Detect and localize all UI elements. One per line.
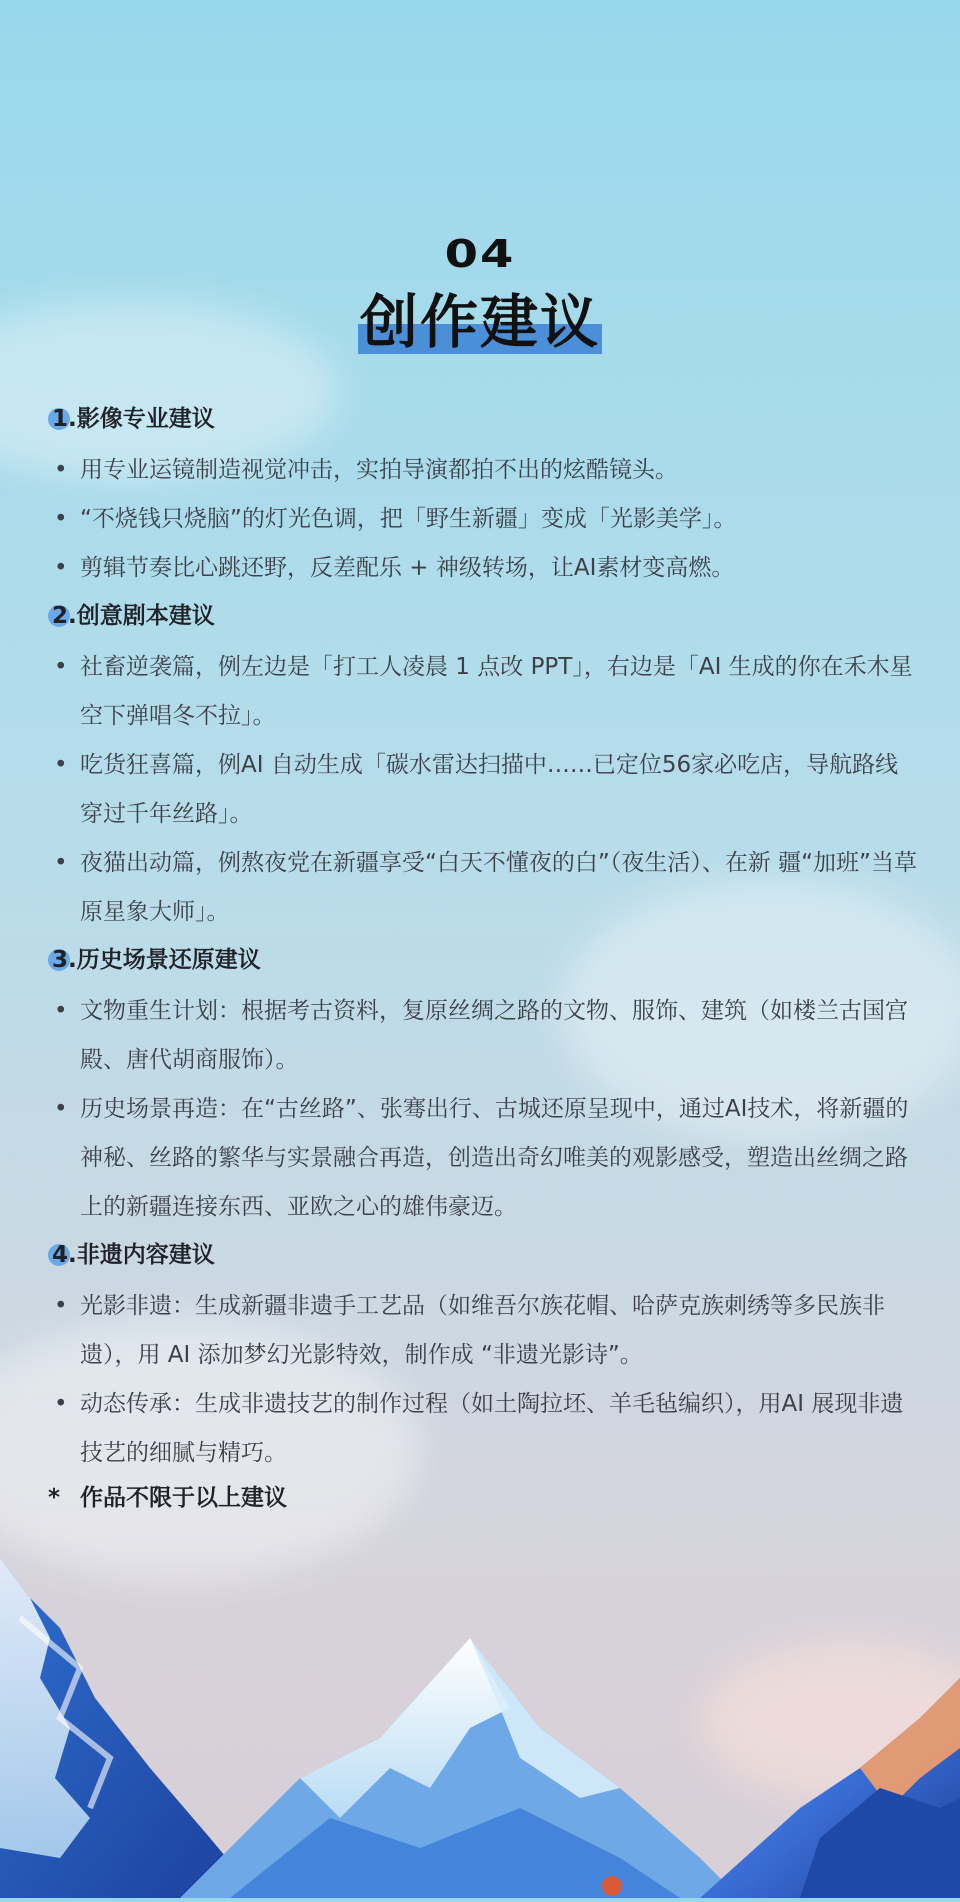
section-heading: 1.影像专业建议 bbox=[52, 404, 918, 434]
asterisk: * bbox=[48, 1485, 61, 1511]
list-item: • 历史场景再造：在“古丝路”、张骞出行、古城还原呈现中，通过AI技术，将新疆的神秘、丝路的繁华与实景融合再造，创造出奇幻唯美的观影感受，塑造出丝绸之路上的新疆连接东西、亚欧之心的雄伟豪迈。 bbox=[48, 1085, 918, 1232]
bullet-icon: • bbox=[54, 457, 68, 483]
page-header bbox=[0, 226, 960, 358]
list-item: • “不烧钱只烧脑”的灯光色调，把「野生新疆」变成「光影美学」。 bbox=[48, 495, 918, 544]
section-heading: 4.非遗内容建议 bbox=[52, 1240, 918, 1270]
section-heading: 2.创意剧本建议 bbox=[52, 601, 918, 631]
bullet-icon: • bbox=[54, 1293, 68, 1319]
bullet-icon: • bbox=[54, 506, 68, 532]
bullet-icon: • bbox=[54, 752, 68, 778]
bullet-icon: • bbox=[54, 654, 68, 680]
bullet-icon: • bbox=[54, 1096, 68, 1122]
bullet-icon: • bbox=[54, 850, 68, 876]
mountain-illustration bbox=[0, 1558, 960, 1898]
list-item: • 夜猫出动篇，例熬夜党在新疆享受“白天不懂夜的白”（夜生活）、在新 疆“加班”当草原星象大师」。 bbox=[48, 839, 918, 937]
footnote: * 作品不限于以上建议 bbox=[48, 1480, 918, 1516]
list-item: • 光影非遗：生成新疆非遗手工艺品（如维吾尔族花帽、哈萨克族刺绣等多民族非遗），用 AI 添加梦幻光影特效，制作成 “非遗光影诗”。 bbox=[48, 1282, 918, 1380]
title-wrap bbox=[360, 286, 600, 358]
mountains-svg bbox=[0, 1558, 960, 1898]
list-item: • 社畜逆袭篇，例左边是「打工人凌晨 1 点改 PPT」，右边是「AI 生成的你在禾木星空下弹唱冬不拉」。 bbox=[48, 643, 918, 741]
page-title: 创作建议 bbox=[359, 288, 600, 356]
bullet-icon: • bbox=[54, 998, 68, 1024]
section-heading: 3.历史场景还原建议 bbox=[52, 945, 918, 975]
bullet-icon: • bbox=[54, 1391, 68, 1417]
bullet-icon: • bbox=[54, 555, 68, 581]
section-number: 04 bbox=[444, 231, 516, 277]
list-item: • 剪辑节奏比心跳还野，反差配乐 + 神级转场，让AI素材变高燃。 bbox=[48, 544, 918, 593]
list-item: • 文物重生计划：根据考古资料，复原丝绸之路的文物、服饰、建筑（如楼兰古国宫殿、唐代胡商服饰）。 bbox=[48, 987, 918, 1085]
list-item: • 动态传承：生成非遗技艺的制作过程（如土陶拉坯、羊毛毡编织），用AI 展现非遗技艺的细腻与精巧。 bbox=[48, 1380, 918, 1478]
suggestions-content bbox=[48, 404, 918, 1516]
list-item: • 用专业运镜制造视觉冲击，实拍导演都拍不出的炫酷镜头。 bbox=[48, 446, 918, 495]
list-item: • 吃货狂喜篇，例AI 自动生成「碳水雷达扫描中……已定位56家必吃店，导航路线穿过千年丝路」。 bbox=[48, 741, 918, 839]
